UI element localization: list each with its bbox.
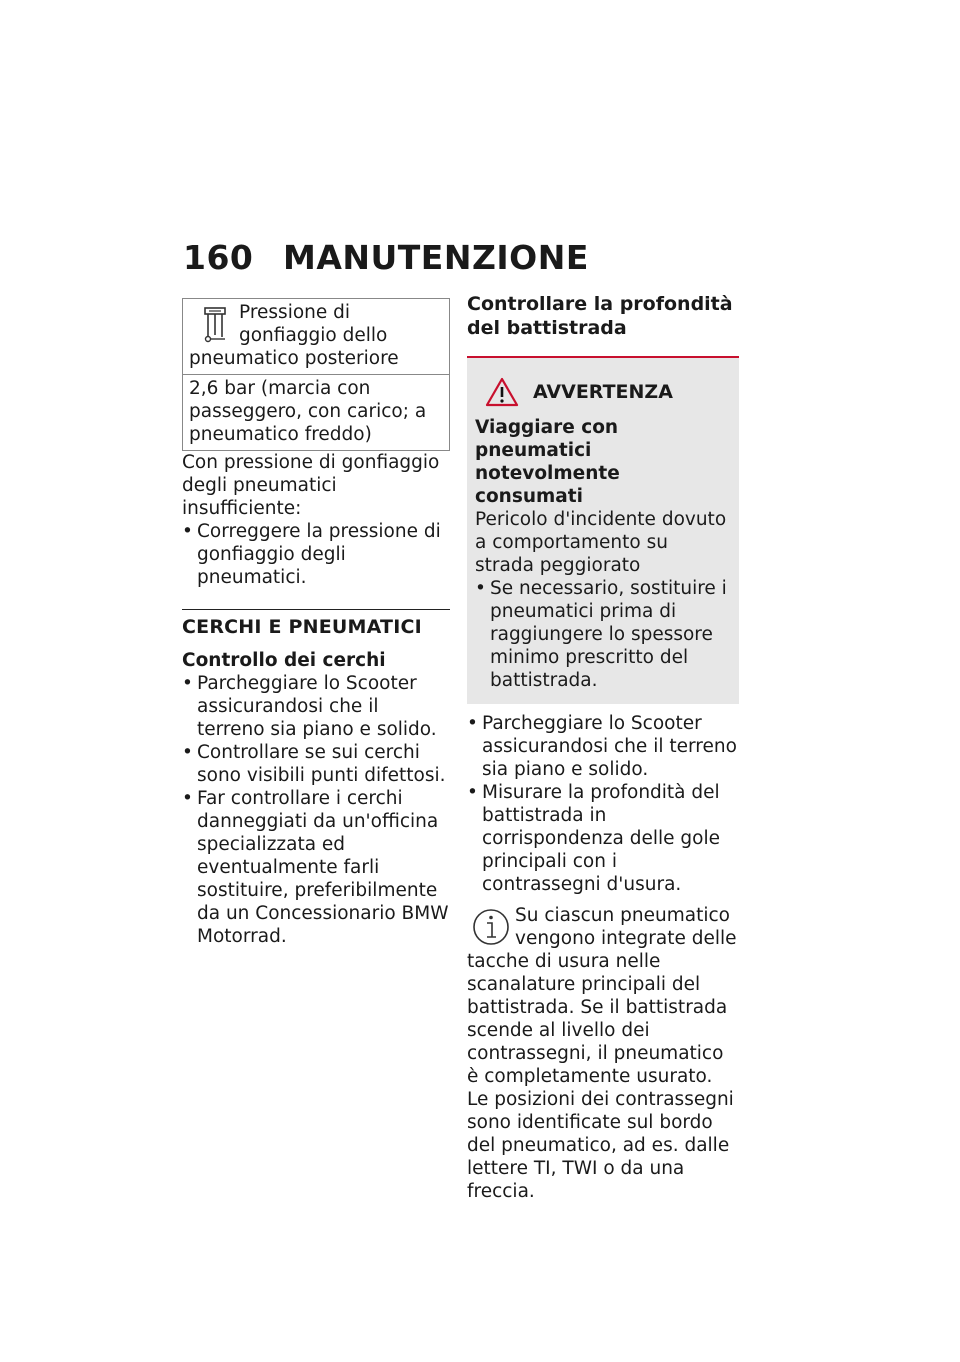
left-column <box>182 298 450 948</box>
tread-bullets <box>467 712 739 896</box>
warning-header <box>485 376 731 408</box>
spec-value: 2,6 bar (marcia con passeggero, con carico; a pneumatico freddo) <box>189 378 427 445</box>
tread-heading: Controllare la profondità del battistrada <box>467 293 733 339</box>
rims-bullets <box>182 672 450 948</box>
pressure-intro: Con pressione di gonfiaggio degli pneumatici insufficiente: <box>182 452 440 519</box>
list-item: • Parcheggiare lo Scooter assicurandosi che il terreno sia piano e solido. <box>467 712 739 781</box>
spec-table <box>182 298 450 451</box>
page-title: MANUTENZIONE <box>283 238 589 277</box>
section-title: CERCHI E PNEUMATICI <box>182 616 422 638</box>
tire-pressure-gauge-icon <box>195 305 235 345</box>
right-column <box>467 292 739 1203</box>
warning-label: AVVERTENZA <box>533 380 673 403</box>
list-item: • Misurare la profondità del battistrada in corrispondenza delle gole principali con i contrassegni d'usura. <box>467 781 739 896</box>
list-item: • Parcheggiare lo Scooter assicurandosi che il terreno sia piano e solido. <box>182 672 450 741</box>
list-item: • Correggere la pressione di gonfiaggio degli pneumatici. <box>182 520 450 589</box>
page-number: 160 <box>183 238 254 277</box>
info-note <box>467 904 739 1203</box>
spec-label-row <box>183 299 449 374</box>
spec-label: Pressione di gonfiaggio dello pneumatico posteriore <box>189 302 399 369</box>
warning-bullets <box>475 577 731 692</box>
list-item: • Far controllare i cerchi danneggiati da un'officina specializzata ed eventualmente farli sostituire, preferibilmente da un Concessionario BMW Motorrad. <box>182 787 450 948</box>
list-item: • Se necessario, sostituire i pneumatici prima di raggiungere lo spessore minimo prescritto del battistrada. <box>475 577 731 692</box>
warning-text: Pericolo d'incidente dovuto a comportamento su strada peggiorato <box>475 509 727 576</box>
warning-box <box>467 356 739 704</box>
warning-title: Viaggiare con pneumatici notevolmente consumati <box>475 417 620 507</box>
warning-triangle-icon <box>485 377 519 407</box>
section-header <box>182 609 450 639</box>
spec-value-row <box>183 374 449 450</box>
subheading: Controllo dei cerchi <box>182 650 386 671</box>
info-icon <box>471 906 511 948</box>
info-text: Su ciascun pneumatico vengono integrate delle tacche di usura nelle scanalature principali del battistrada. Se il battistrada scende al livello dei contrassegni, il pneumatico è completamente usurato. Le posizioni dei contrassegni sono identificate sul bordo del pneumatico, ad es. dalle lettere TI, TWI o da una freccia. <box>467 905 737 1202</box>
pressure-bullets <box>182 520 450 589</box>
list-item: • Controllare se sui cerchi sono visibili punti difettosi. <box>182 741 450 787</box>
page-header <box>183 238 589 277</box>
